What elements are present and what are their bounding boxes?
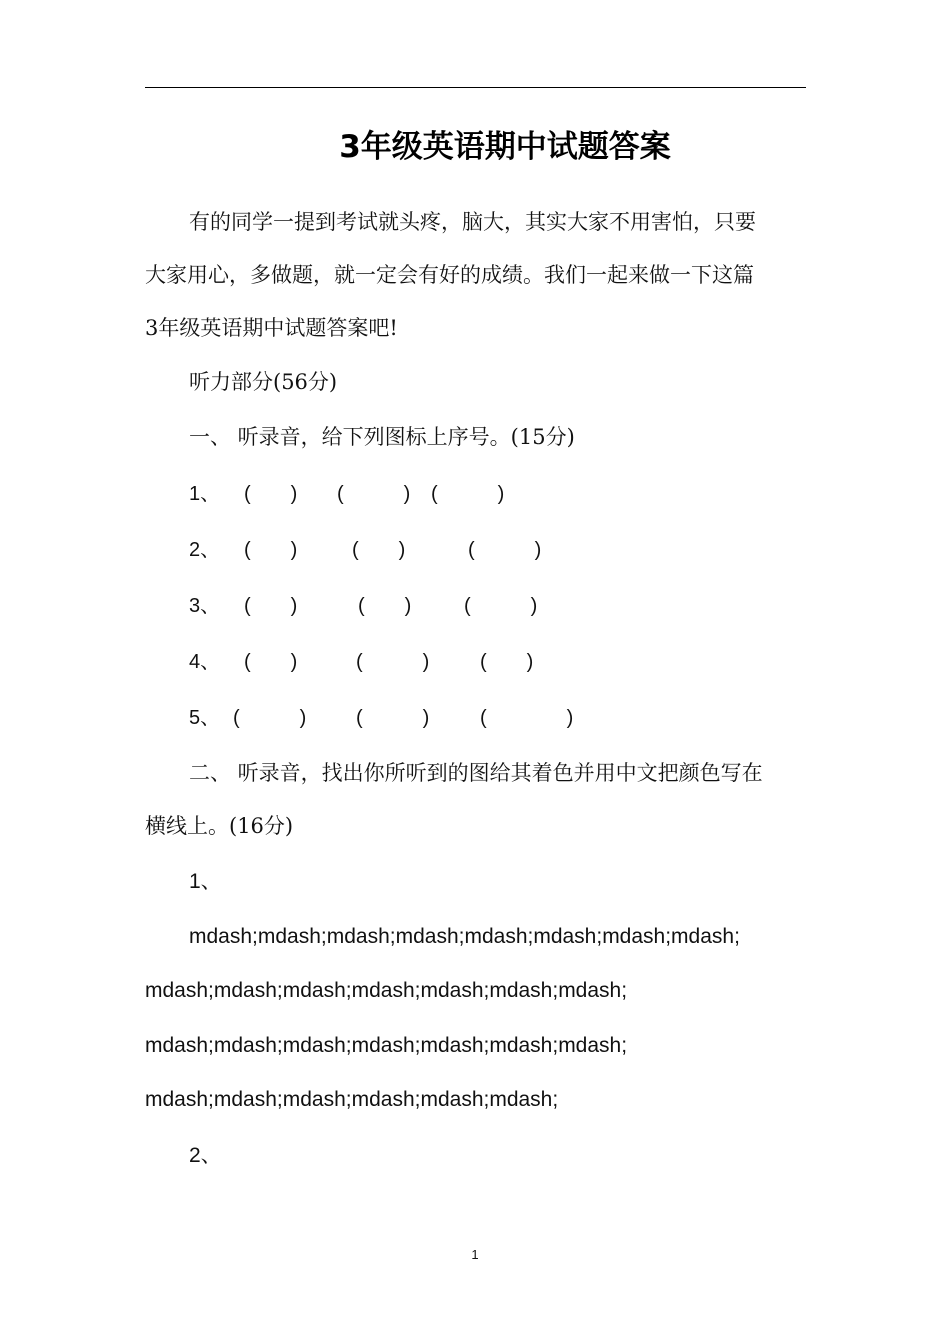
row-number: 3、 [189, 595, 221, 617]
answer-blank[interactable]: ( ) [337, 483, 411, 505]
answer-blank[interactable]: ( ) [244, 539, 298, 561]
answer-dash-line: mdash;mdash;mdash;mdash;mdash;mdash;mdash; [145, 979, 628, 1002]
intro-line-3: 3年级英语期中试题答案吧! [145, 316, 398, 340]
answer-blank[interactable]: ( ) [464, 595, 538, 617]
question-1-heading: 一、 听录音，给下列图标上序号。(15分) [189, 425, 575, 449]
answer-blank[interactable]: ( ) [244, 651, 298, 673]
row-number: 1、 [189, 483, 221, 505]
question-2-heading-cont: 横线上。(16分) [145, 814, 294, 838]
answer-blank[interactable]: ( ) [233, 707, 307, 729]
question-2-item-1: 1、 [189, 870, 222, 893]
page-number: 1 [471, 1247, 479, 1262]
row-number: 5、 [189, 707, 221, 729]
intro-line-2: 大家用心，多做题，就一定会有好的成绩。我们一起来做一下这篇 [145, 263, 754, 287]
answer-dash-line: mdash;mdash;mdash;mdash;mdash;mdash; [145, 1088, 559, 1111]
answer-blank[interactable]: ( ) [480, 651, 534, 673]
answer-dash-line: mdash;mdash;mdash;mdash;mdash;mdash;mdash;mdash; [189, 925, 740, 948]
answer-blank[interactable]: ( ) [352, 539, 406, 561]
answer-blank[interactable]: ( ) [431, 483, 505, 505]
document-title: 3年级英语期中试题答案 [339, 129, 671, 165]
question-2-heading: 二、 听录音，找出你所听到的图给其着色并用中文把颜色写在 [189, 761, 763, 785]
answer-blank[interactable]: ( ) [356, 651, 430, 673]
intro-line-1: 有的同学一提到考试就头疼，脑大，其实大家不用害怕，只要 [189, 210, 756, 234]
row-number: 4、 [189, 651, 221, 673]
row-number: 2、 [189, 539, 221, 561]
answer-blank[interactable]: ( ) [356, 707, 430, 729]
question-2-item-2: 2、 [189, 1144, 222, 1167]
answer-blank[interactable]: ( ) [480, 707, 574, 729]
answer-blank[interactable]: ( ) [468, 539, 542, 561]
answer-blank[interactable]: ( ) [244, 595, 298, 617]
answer-dash-line: mdash;mdash;mdash;mdash;mdash;mdash;mdash; [145, 1034, 628, 1057]
section-listening-heading: 听力部分(56分) [189, 370, 338, 394]
answer-blank[interactable]: ( ) [244, 483, 298, 505]
answer-blank[interactable]: ( ) [358, 595, 412, 617]
header-rule [145, 87, 806, 88]
